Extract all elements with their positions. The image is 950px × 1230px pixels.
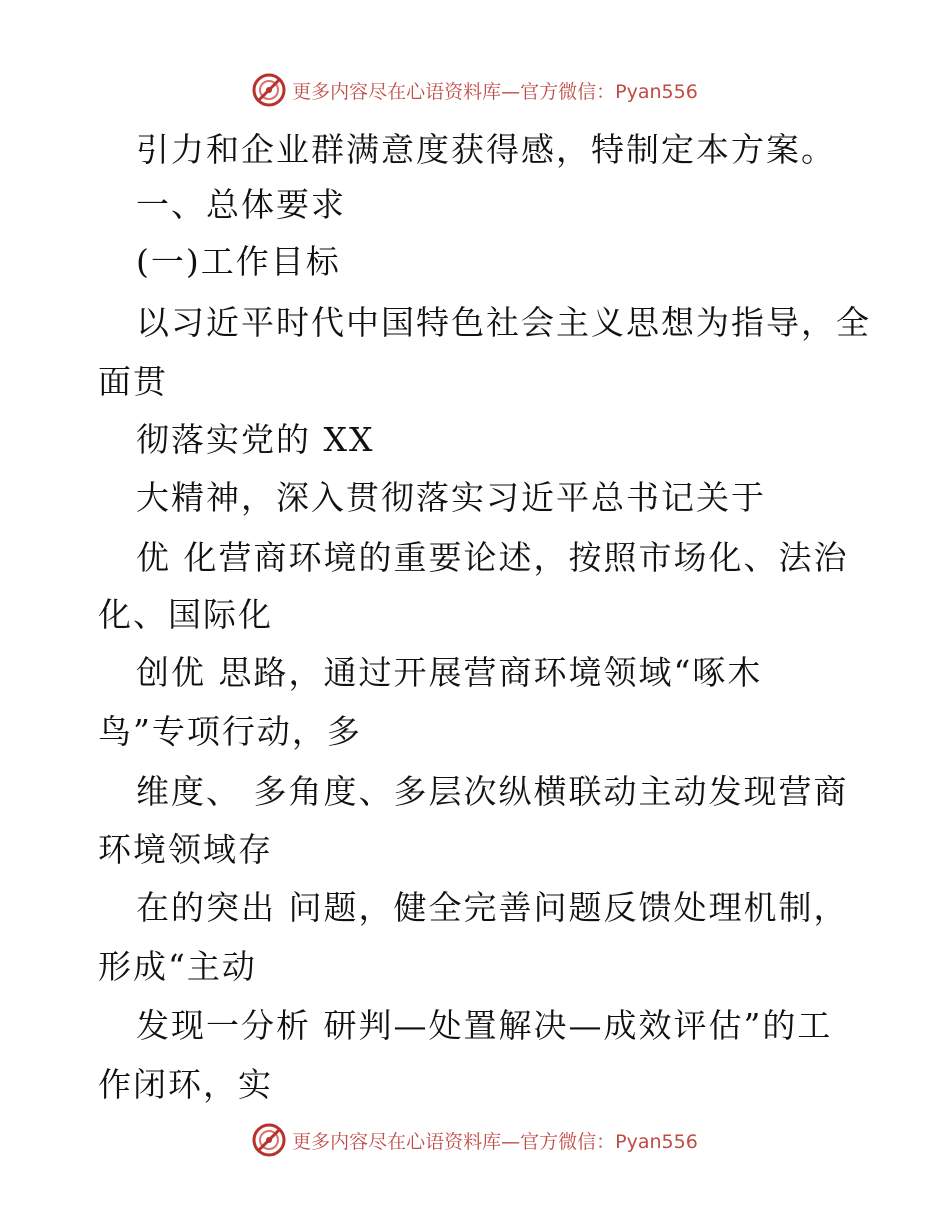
paragraph-line: 以习近平时代中国特色社会主义思想为指导，全	[136, 303, 871, 342]
seal-logo-icon	[252, 73, 286, 107]
paragraph-line: 环境领域存	[98, 830, 273, 869]
paragraph-line: 维度、 多角度、多层次纵横联动主动发现营商	[136, 772, 849, 811]
paragraph-line: 面贯	[98, 362, 168, 401]
paragraph-line: 鸟”专项行动，多	[98, 712, 362, 751]
header-watermark-text: 更多内容尽在心语资料库—官方微信：Pyan556	[292, 80, 698, 103]
paragraph-line: 引力和企业群满意度获得感，特制定本方案。	[136, 130, 836, 169]
paragraph-line: 发现一分析 研判—处置解决—成效评估”的工	[136, 1006, 833, 1045]
section-heading: 一、总体要求	[136, 185, 346, 224]
paragraph-line: 作闭环，实	[98, 1065, 273, 1104]
paragraph-line: 化、国际化	[98, 595, 273, 634]
subsection-heading: (一)工作目标	[136, 242, 341, 281]
footer-watermark-text: 更多内容尽在心语资料库—官方微信：Pyan556	[292, 1130, 698, 1153]
footer-watermark-banner	[0, 1120, 950, 1160]
header-watermark-banner	[0, 70, 950, 110]
paragraph-line: 优 化营商环境的重要论述，按照市场化、法治	[136, 538, 849, 577]
paragraph-line: 创优 思路，通过开展营商环境领域“啄木	[136, 653, 763, 692]
paragraph-line: 形成“主动	[98, 947, 257, 986]
paragraph-line: 大精神，深入贯彻落实习近平总书记关于	[136, 478, 766, 517]
paragraph-line: 在的突出 问题，健全完善问题反馈处理机制，	[136, 888, 849, 927]
seal-logo-icon	[252, 1123, 286, 1157]
paragraph-line: 彻落实党的 XX	[136, 420, 375, 459]
